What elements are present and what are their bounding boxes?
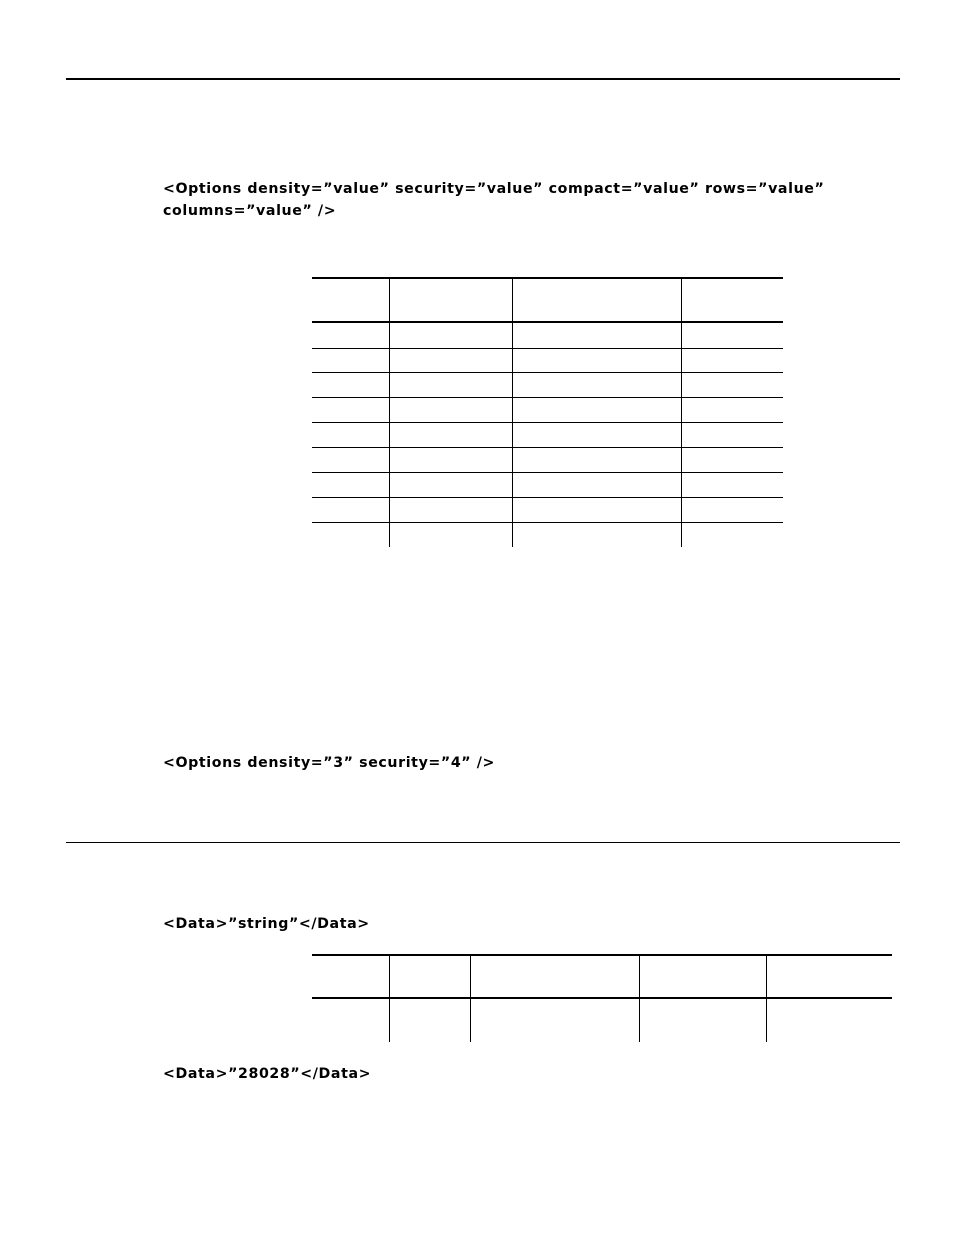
table-row-border <box>312 422 783 423</box>
table-row-border <box>312 397 783 398</box>
options-attributes-table <box>312 277 783 547</box>
top-divider <box>66 78 900 80</box>
table-top-border <box>312 954 892 956</box>
table-row-border <box>312 447 783 448</box>
table-header-border <box>312 997 892 999</box>
table-column-divider <box>512 277 513 547</box>
table-row-border <box>312 522 783 523</box>
table-column-divider <box>681 277 682 547</box>
data-example: <Data>”28028”</Data> <box>163 1066 372 1082</box>
options-syntax-line-2: columns=”value” /> <box>163 203 337 219</box>
table-row-border <box>312 348 783 349</box>
table-header-border <box>312 321 783 323</box>
table-top-border <box>312 277 783 279</box>
options-example: <Options density=”3” security=”4” /> <box>163 755 496 771</box>
options-syntax-line-1: <Options density=”value” security=”value” compact=”value” rows=”value” <box>163 181 825 197</box>
data-syntax: <Data>”string”</Data> <box>163 916 370 932</box>
table-column-divider <box>470 954 471 1042</box>
table-row-border <box>312 497 783 498</box>
section-divider <box>66 842 900 843</box>
table-column-divider <box>389 277 390 547</box>
table-column-divider <box>639 954 640 1042</box>
table-column-divider <box>389 954 390 1042</box>
table-column-divider <box>766 954 767 1042</box>
data-table <box>312 954 892 1042</box>
table-row-border <box>312 472 783 473</box>
table-row-border <box>312 372 783 373</box>
